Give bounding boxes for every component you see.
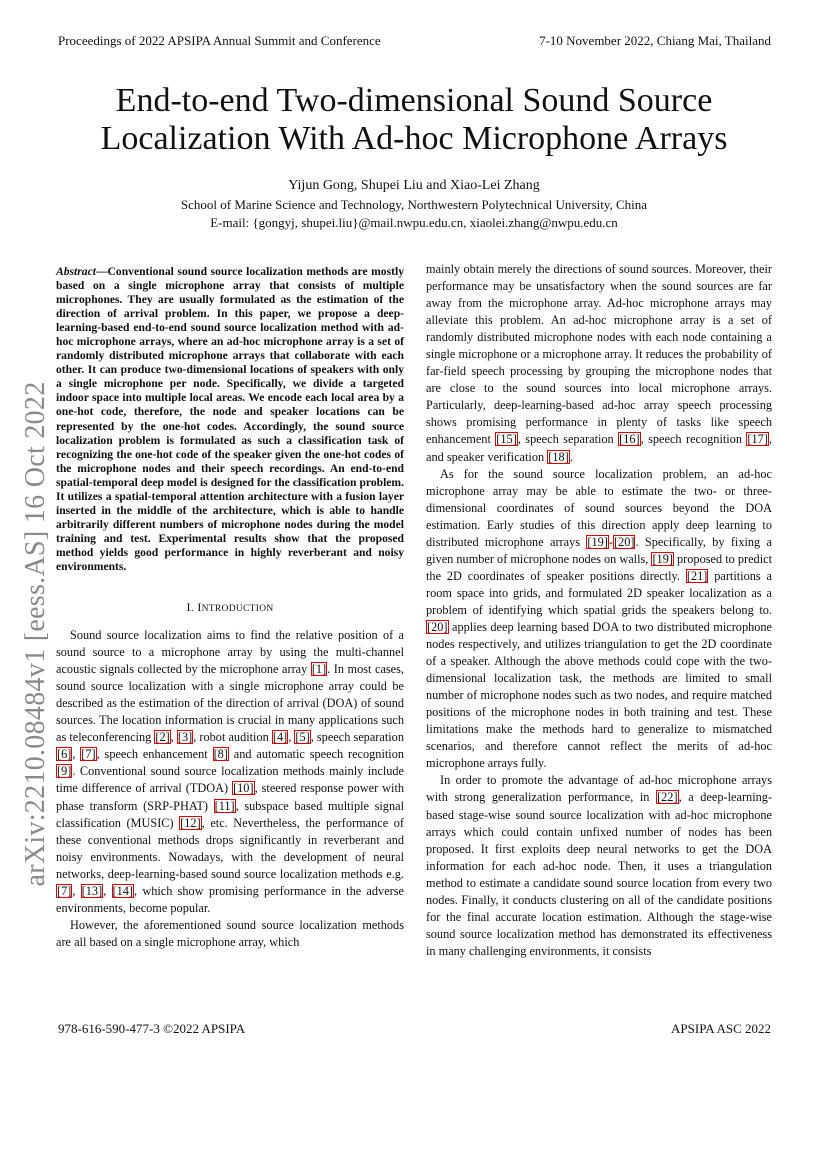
section-heading-introduction: I. INTRODUCTION — [186, 600, 274, 615]
running-header-left: Proceedings of 2022 APSIPA Annual Summit and Conference — [58, 33, 381, 48]
paper-title — [0, 82, 828, 158]
citation-link[interactable]: [16] — [619, 432, 640, 447]
citation-link[interactable]: [2] — [155, 730, 170, 745]
arxiv-watermark — [16, 360, 56, 908]
intro-paragraph-2: However, the aforementioned sound source localization methods are all based on a single microphone array, which — [56, 917, 404, 949]
citation-link[interactable]: [9] — [57, 764, 72, 779]
citation-link[interactable]: [18] — [548, 449, 569, 464]
right-column — [426, 261, 772, 960]
intro-paragraph-5: In order to promote the advantage of ad-hoc microphone arrays with strong generalization performance, in [22], a deep-learning-based stage-wise sound source localization with ad-hoc microphone arrays which could contain unfixed number of nodes has been proposed. It first exploits deep neural networks to get the DOA information for each ad-hoc node. Then, it uses a triangulation method to estimate a candidate sound source location from every two nodes. Finally, it conducts clustering on all of the candidate positions for the final accurate location estimation. Although the stage-wise sound source localization method has demonstrated its effectiveness in many challenging environments, it consists — [426, 773, 773, 958]
citation-link[interactable]: [20] — [613, 534, 635, 549]
left-column — [56, 265, 404, 951]
citation-link[interactable]: [7] — [81, 747, 96, 762]
intro-paragraph-3: mainly obtain merely the directions of sound sources. Moreover, their performance may be unsatisfactory when the sound sources are far away from the microphone array. Ad-hoc microphone arrays may alleviate this problem. An ad-hoc microphone array is a set of randomly distributed microphone nodes with each node containing a single microphone or a microphone array. It reduces the probability of far-field speech processing by grouping the microphone nodes that are close to the sound sources into local microphone arrays. Particularly, deep-learning-based ad-hoc array speech processing shows promising performance in plenty of tasks like speech enhancement [15], speech separation [16], speech recognition [17], and speaker verification [18]. — [426, 262, 772, 464]
citation-link[interactable]: [5] — [295, 730, 310, 745]
citation-link[interactable]: [12] — [180, 815, 201, 830]
citation-link[interactable]: [14] — [112, 883, 133, 898]
citation-link[interactable]: [21] — [686, 568, 708, 583]
citation-link[interactable]: [22] — [657, 790, 678, 805]
citation-link[interactable]: [7] — [57, 883, 72, 898]
arxiv-id: arXiv:2210.08484v1 [eess.AS] 16 Oct 2022 — [20, 381, 51, 887]
citation-link[interactable]: [3] — [177, 730, 193, 745]
citation-link[interactable]: [6] — [57, 747, 72, 762]
abstract-text: —Conventional sound source localization methods are mostly based on a single microphone array that consists of multiple microphones. They are usually formulated as the estimation of the direction of arrival problem. In this paper, we propose a deep-learning-based end-to-end sound source localization method with ad-hoc microphone arrays, where an ad-hoc microphone array is a set of randomly distributed microphone arrays that collaborate with each other. It can produce two-dimensional locations of speakers with only a single microphone per node. Specifically, we divide a targeted indoor space into multiple local areas. We encode each local area by a one-hot code, therefore, the node and speaker locations can be represented by the one-hot codes. Accordingly, the sound source localization problem is formulated as such a classification task of recognizing the one-hot code of the speaker given the one-hot codes of the microphone nodes and their speech recordings. An end-to-end spatial-temporal deep model is designed for the classification problem. It utilizes a spatial-temporal attention architecture with a fusion layer inserted in the middle of the architecture, which is able to handle arbitrarily different numbers of microphone nodes during the model training and test. Experimental results show that the proposed method yields good performance in highly reverberant and noisy environments. — [56, 265, 404, 573]
affiliation: School of Marine Science and Technology, Northwestern Polytechnical University, China — [180, 197, 648, 212]
running-header-right: 7-10 November 2022, Chiang Mai, Thailand — [539, 33, 771, 48]
citation-link[interactable]: [20] — [427, 619, 448, 634]
abstract-label: Abstract — [56, 265, 96, 278]
intro-paragraph-1: Sound source localization aims to find the relative position of a sound source to a microphone array by using the multi-channel acoustic signals collected by the microphone array [1]. In most cases, sound source localization with a single microphone array could be described as the estimation of the direction of arrival (DOA) of sound sources. The location information is crucial in many applications such as teleconferencing [2], [3], robot audition [4], [5], speech separation [6], [7], speech enhancement [8] and automatic speech recognition [9]. Conventional sound source localization methods mainly include time difference of arrival (TDOA) [10], steered response power with phase transform (SRP-PHAT) [11], subspace based multiple signal classification (MUSIC) [12], etc. Nevertheless, the performance of these conventional methods drops significantly in reverberant and noisy environments. Nowadays, with the development of neural networks, deep-learning-based sound source localization methods e.g. [7], [13], [14], which show promising performance in the adverse environments, become popular. — [56, 628, 405, 915]
citation-link[interactable]: [10] — [233, 781, 254, 796]
citation-link[interactable]: [11] — [214, 798, 235, 813]
citation-link[interactable]: [19] — [587, 534, 608, 549]
citation-link[interactable]: [4] — [272, 730, 288, 745]
citation-link[interactable]: [19] — [652, 551, 673, 566]
citation-link[interactable]: [8] — [213, 747, 228, 762]
author-list: Yijun Gong, Shupei Liu and Xiao-Lei Zhang — [288, 178, 540, 193]
citation-link[interactable]: [1] — [311, 662, 327, 677]
footer-conference: APSIPA ASC 2022 — [671, 1021, 771, 1036]
citation-link[interactable]: [13] — [81, 883, 103, 898]
citation-link[interactable]: [15] — [496, 432, 517, 447]
title-line-1: End-to-end Two-dimensional Sound Source — [115, 82, 713, 119]
abstract — [56, 265, 404, 574]
footer-isbn: 978-616-590-477-3 ©2022 APSIPA — [58, 1021, 246, 1036]
citation-link[interactable]: [17] — [747, 432, 768, 447]
author-email: E-mail: {gongyj, shupei.liu}@mail.nwpu.edu.cn, xiaolei.zhang@nwpu.edu.cn — [210, 215, 618, 230]
title-line-2: Localization With Ad-hoc Microphone Arrays — [100, 120, 728, 157]
intro-paragraph-4: As for the sound source localization problem, an ad-hoc microphone array may be able to estimate the two- or three-dimensional coordinates of sound sources beyond the DOA estimation. Early studies of this direction apply deep learning to distributed microphone arrays [19]-[20]. Specifically, by fixing a given number of microphone nodes on walls, [19] proposed to predict the 2D coordinates of speaker positions directly. [21] partitions a room space into grids, and formulated 2D speaker localization as a problem of identifying which spatial grids the speakers belong to. [20] applies deep learning based DOA to two distributed microphone nodes respectively, and utilizes triangulation to get the 2D coordinate of a speaker. Although the above methods could cope with the two-dimensional localization task, the methods are limited to small number of microphone nodes such as two nodes, and require matched positions of the microphone nodes in both training and test. These limitations make the methods hard to generalize to mismatched scenarios, and therefore cannot reflect the merits of ad-hoc microphone arrays fully. — [426, 466, 773, 771]
